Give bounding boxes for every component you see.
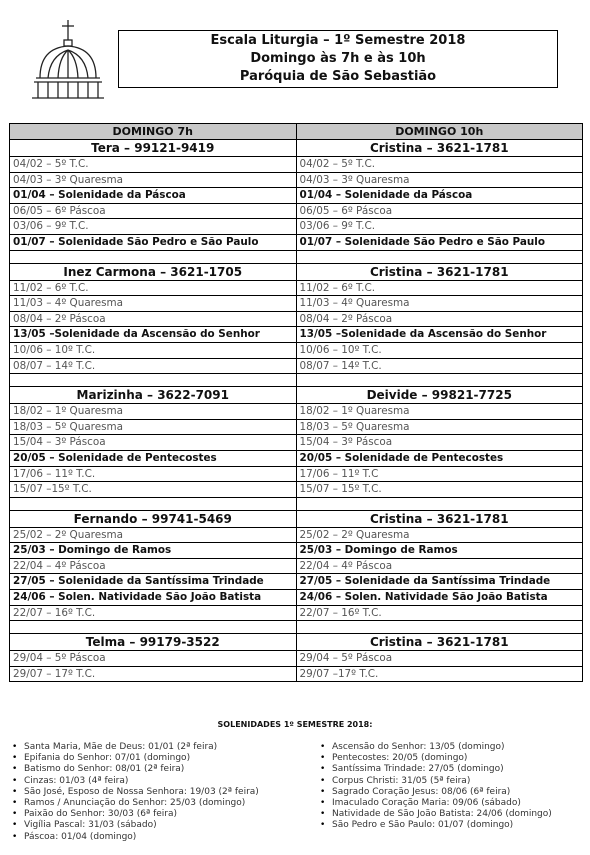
schedule-item: 01/04 – Solenidade da Páscoa [297, 187, 583, 203]
right-column-cell [296, 621, 583, 682]
schedule-item: 04/02 – 5º T.C. [10, 156, 296, 172]
schedule-item: 15/04 – 3º Páscoa [10, 434, 296, 450]
solemnity-item: • Pentecostes: 20/05 (domingo) [320, 753, 552, 764]
schedule-item: 15/07 –15º T.C. [10, 481, 296, 497]
solemnity-item: • Epifania do Senhor: 07/01 (domingo) [12, 753, 259, 764]
title-line-1: Escala Liturgia – 1º Semestre 2018 [210, 33, 466, 48]
left-column-cell [10, 497, 297, 621]
schedule-item: 27/05 – Solenidade da Santíssima Trindade [10, 573, 296, 589]
solemnities-list-right [320, 742, 552, 832]
solemnities-title: SOLENIDADES 1º SEMESTRE 2018: [217, 720, 373, 729]
solemnities-list-left [12, 742, 259, 843]
schedule-item: 11/02 – 6º T.C. [10, 280, 296, 296]
schedule-item: 08/04 – 2º Páscoa [10, 311, 296, 327]
schedule-item: 22/04 – 4º Páscoa [297, 558, 583, 574]
schedule-item: 10/06 – 10º T.C. [10, 342, 296, 358]
solemnity-item: • Sagrado Coração Jesus: 08/06 (6ª feira) [320, 787, 552, 798]
schedule-block [10, 250, 583, 374]
schedule-item: 15/04 – 3º Páscoa [297, 434, 583, 450]
schedule-item: 06/05 – 6º Páscoa [10, 203, 296, 219]
left-column-cell [10, 250, 297, 374]
schedule-item: 20/05 – Solenidade de Pentecostes [297, 450, 583, 466]
solemnity-item: • Imaculado Coração Maria: 09/06 (sábado) [320, 798, 552, 809]
schedule-item: 08/07 – 14º T.C. [297, 358, 583, 374]
schedule-item: 08/04 – 2º Páscoa [297, 311, 583, 327]
schedule-item: 20/05 – Solenidade de Pentecostes [10, 450, 296, 466]
schedule-item: 04/02 – 5º T.C. [297, 156, 583, 172]
block-spacer [297, 251, 583, 263]
solemnity-item: • Cinzas: 01/03 (4ª feira) [12, 776, 259, 787]
schedule-item: 01/07 – Solenidade São Pedro e São Paulo [297, 234, 583, 250]
solemnity-item: • Batismo do Senhor: 08/01 (2ª feira) [12, 764, 259, 775]
solemnity-item: • São José, Esposo de Nossa Senhora: 19/03 (2ª feira) [12, 787, 259, 798]
left-minister-title: Telma – 99179-3522 [10, 633, 296, 650]
column-header: DOMINGO 7h [10, 124, 297, 140]
block-spacer [297, 498, 583, 510]
block-spacer [10, 498, 296, 510]
schedule-item: 13/05 –Solenidade da Ascensão do Senhor [10, 326, 296, 342]
solemnity-item: • Vigília Pascal: 31/03 (sábado) [12, 820, 259, 831]
schedule-item: 06/05 – 6º Páscoa [297, 203, 583, 219]
left-column-cell [10, 140, 297, 251]
schedule-item: 01/04 – Solenidade da Páscoa [10, 187, 296, 203]
block-spacer [297, 374, 583, 386]
solemnity-item: • Ramos / Anunciação do Senhor: 25/03 (domingo) [12, 798, 259, 809]
schedule-block [10, 621, 583, 682]
schedule-item: 24/06 – Solen. Natividade São João Batista [297, 589, 583, 605]
solemnity-item: • Santa Maria, Mãe de Deus: 01/01 (2ª feira) [12, 742, 259, 753]
schedule-item: 24/06 – Solen. Natividade São João Batista [10, 589, 296, 605]
solemnity-item: • Paixão do Senhor: 30/03 (6ª feira) [12, 809, 259, 820]
schedule-item: 22/07 – 16º T.C. [297, 605, 583, 621]
left-minister-title: Marizinha – 3622-7091 [10, 386, 296, 403]
left-minister-title: Inez Carmona – 3621-1705 [10, 263, 296, 280]
block-spacer [10, 251, 296, 263]
schedule-block [10, 497, 583, 621]
solemnity-item: • Páscoa: 01/04 (domingo) [12, 832, 259, 843]
schedule-table [9, 123, 583, 682]
schedule-item: 04/03 – 3º Quaresma [297, 172, 583, 188]
title-line-2: Domingo às 7h e às 10h [250, 51, 426, 66]
schedule-item: 13/05 –Solenidade da Ascensão do Senhor [297, 326, 583, 342]
title-box [118, 30, 558, 88]
schedule-item: 17/06 – 11º T.C [297, 466, 583, 482]
schedule-item: 25/03 – Domingo de Ramos [297, 542, 583, 558]
right-minister-title: Cristina – 3621-1781 [297, 510, 583, 527]
schedule-block [10, 374, 583, 498]
right-minister-title: Cristina – 3621-1781 [369, 141, 509, 155]
schedule-item: 11/03 – 4º Quaresma [10, 295, 296, 311]
schedule-item: 15/07 – 15º T.C. [297, 481, 583, 497]
schedule-item: 29/07 –17º T.C. [297, 666, 583, 682]
right-column-cell [296, 497, 583, 621]
solemnity-item: • São Pedro e São Paulo: 01/07 (domingo) [320, 820, 552, 831]
right-minister-title: Deivide – 99821-7725 [297, 386, 583, 403]
column-header: DOMINGO 10h [296, 124, 583, 140]
right-column-cell [296, 140, 583, 251]
schedule-item: 11/02 – 6º T.C. [297, 280, 583, 296]
left-column-cell [10, 374, 297, 498]
schedule-item: 22/04 – 4º Páscoa [10, 558, 296, 574]
schedule-item: 01/07 – Solenidade São Pedro e São Paulo [10, 234, 296, 250]
schedule-block [10, 140, 583, 251]
schedule-item: 08/07 – 14º T.C. [10, 358, 296, 374]
schedule-item: 10/06 – 10º T.C. [297, 342, 583, 358]
schedule-item: 25/03 – Domingo de Ramos [10, 542, 296, 558]
schedule-item: 25/02 – 2º Quaresma [10, 527, 296, 543]
schedule-item: 22/07 – 16º T.C. [10, 605, 296, 621]
schedule-item: 29/07 – 17º T.C. [10, 666, 296, 682]
left-minister-title: Tera – 99121-9419 [91, 141, 215, 155]
column-header-row [10, 124, 583, 140]
title-line-3: Paróquia de São Sebastião [239, 69, 437, 84]
right-column-cell [296, 374, 583, 498]
schedule-item: 18/02 – 1º Quaresma [297, 403, 583, 419]
schedule-item: 11/03 – 4º Quaresma [297, 295, 583, 311]
schedule-item: 27/05 – Solenidade da Santíssima Trindade [297, 573, 583, 589]
schedule-item: 25/02 – 2º Quaresma [297, 527, 583, 543]
solemnity-item: • Ascensão do Senhor: 13/05 (domingo) [320, 742, 552, 753]
schedule-item: 18/03 – 5º Quaresma [297, 419, 583, 435]
right-minister-title: Cristina – 3621-1781 [297, 633, 583, 650]
block-spacer [10, 374, 296, 386]
right-column-cell [296, 250, 583, 374]
block-spacer [297, 621, 583, 633]
church-dome-logo [26, 18, 110, 102]
right-minister-title: Cristina – 3621-1781 [297, 263, 583, 280]
schedule-item: 29/04 – 5º Páscoa [10, 650, 296, 666]
schedule-item: 17/06 – 11º T.C. [10, 466, 296, 482]
left-column-cell [10, 621, 297, 682]
solemnity-item: • Natividade de São João Batista: 24/06 (domingo) [320, 809, 552, 820]
schedule-item: 03/06 – 9º T.C. [10, 218, 296, 234]
schedule-item: 29/04 – 5º Páscoa [297, 650, 583, 666]
solemnity-item: • Santíssima Trindade: 27/05 (domingo) [320, 764, 552, 775]
block-spacer [10, 621, 296, 633]
left-minister-title: Fernando – 99741-5469 [10, 510, 296, 527]
schedule-item: 03/06 – 9º T.C. [297, 218, 583, 234]
schedule-item: 04/03 – 3º Quaresma [10, 172, 296, 188]
solemnity-item: • Corpus Christi: 31/05 (5ª feira) [320, 776, 552, 787]
schedule-item: 18/02 – 1º Quaresma [10, 403, 296, 419]
schedule-item: 18/03 – 5º Quaresma [10, 419, 296, 435]
